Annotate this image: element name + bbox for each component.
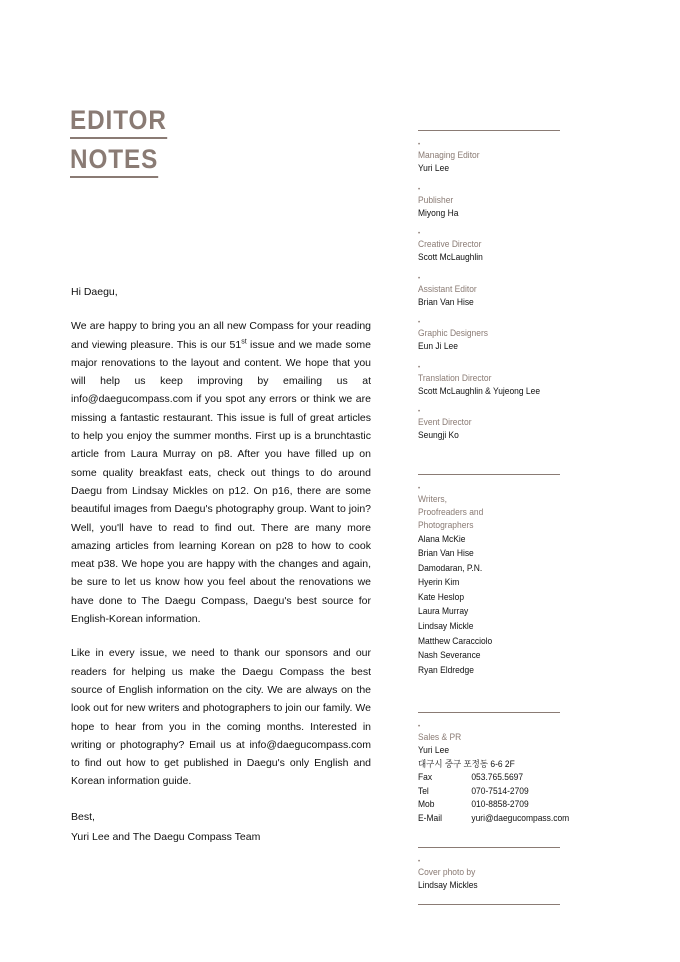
contributors-role-line-1: Writers,	[418, 493, 447, 504]
contributor-name: Brian Van Hise	[418, 548, 474, 559]
staff-role: Publisher	[418, 194, 454, 205]
contact-value: 070-7514-2709	[471, 785, 529, 796]
staff-entry	[418, 275, 593, 310]
contributor-name: Nash Severance	[418, 650, 481, 661]
contributors-block	[418, 485, 593, 678]
contact-row-tel	[418, 785, 579, 799]
ordinal-suffix: st	[241, 338, 247, 346]
bullet-icon: •	[418, 275, 421, 282]
bullet-icon: •	[418, 724, 421, 731]
contact-label: E-Mail	[418, 812, 442, 823]
bullet-icon: •	[418, 409, 421, 415]
staff-name: Brian Van Hise	[418, 296, 474, 307]
contact-label: Mob	[418, 799, 435, 810]
staff-role: Translation Director	[418, 372, 492, 383]
bullet-icon: •	[418, 186, 421, 193]
contact-value: yuri@daegucompass.com	[471, 812, 570, 823]
staff-role: Assistant Editor	[418, 283, 477, 294]
staff-entry	[418, 141, 593, 176]
letter-paragraph-2: Like in every issue, we need to thank our sponsors and our readers for helping us make the Daegu Compass the best source of English information on the city. We are always on the look out for new writers and photographers to join our family. We hope to hear from you in the coming months. Interested in writing or photography? Email us at info@daegucompass.com to find out how to get published in Daegu's only English and Korean information guide.	[71, 647, 371, 788]
sales-name: Yuri Lee	[418, 745, 450, 756]
divider	[418, 474, 560, 475]
sales-role: Sales & PR	[418, 732, 462, 743]
bullet-icon: •	[418, 859, 421, 866]
editor-letter	[71, 283, 371, 847]
staff-name: Scott McLaughlin	[418, 252, 483, 262]
divider	[418, 130, 560, 131]
page-title-line2: NOTES	[70, 146, 158, 178]
bullet-icon: •	[418, 364, 421, 371]
staff-name: Seungji Ko	[418, 430, 459, 440]
contributor-name: Hyerin Kim	[418, 577, 460, 588]
cover-role: Cover photo by	[418, 867, 476, 878]
staff-role: Managing Editor	[418, 150, 480, 160]
contributor-name: Alana McKie	[418, 533, 466, 544]
staff-name: Scott McLaughlin & Yujeong Lee	[418, 385, 541, 396]
contributor-name: Kate Heslop	[418, 591, 465, 602]
contact-row-mob	[418, 798, 579, 812]
cover-name: Lindsay Mickles	[418, 880, 478, 891]
contributor-name: Matthew Caracciolo	[418, 635, 493, 646]
divider	[418, 904, 560, 905]
contact-row-fax	[418, 771, 579, 785]
staff-entry	[418, 319, 593, 354]
contact-label: Fax	[418, 772, 433, 783]
letter-paragraph-1	[71, 317, 371, 628]
contributors-role-line-2: Proofreaders and	[418, 506, 484, 517]
staff-name: Eun Ji Lee	[418, 341, 458, 351]
contact-row-email	[418, 812, 579, 826]
bullet-icon: •	[418, 142, 421, 148]
staff-entry	[418, 408, 593, 443]
letter-greeting: Hi Daegu,	[71, 286, 118, 298]
masthead	[418, 130, 593, 905]
letter-paragraph-1-part-a: We are happy to bring you an all new Compass for your reading and viewing pleasure. This is our 51	[71, 320, 371, 351]
contributor-name: Lindsay Mickle	[418, 621, 474, 632]
contributor-name: Laura Murray	[418, 606, 469, 617]
contributors-role-line-3: Photographers	[418, 519, 474, 530]
contact-value: 053.765.5697	[471, 772, 524, 783]
contact-label: Tel	[418, 785, 429, 796]
staff-role: Graphic Designers	[418, 328, 489, 338]
divider	[418, 847, 560, 848]
staff-entry	[418, 230, 593, 265]
page-title-line1: EDITOR	[70, 107, 167, 139]
contributor-name: Damodaran, P.N.	[418, 562, 483, 573]
staff-entry	[418, 186, 593, 221]
bullet-icon: •	[418, 231, 421, 237]
sales-block	[418, 723, 593, 825]
staff-role: Creative Director	[418, 239, 482, 249]
divider	[418, 712, 560, 713]
contributor-name: Ryan Eldredge	[418, 664, 474, 675]
staff-entry	[418, 364, 593, 399]
letter-signature: Yuri Lee and The Daegu Compass Team	[71, 830, 261, 843]
sales-address: 대구시 중구 포정동 6-6 2F	[418, 758, 515, 769]
letter-closing: Best,	[71, 810, 95, 823]
bullet-icon: •	[418, 320, 421, 326]
letter-paragraph-1-part-b: issue and we made some major renovations to the layout and content. We hope that you will help us keep improving by emailing us at info@daegucompass.com if you spot any errors or think we are missing a fantastic restaurant. This issue is full of great articles to help you enjoy the summer months. First up is a brunchtastic article from Laura Murray on p8. After you have filled up on some quality breakfast eats, check out things to do around Daegu from Lindsay Mickles on p12. On p16, there are some beautiful images from Daegu's photography group. Want to join? Well, you'll have to read to find out. There are many more amazing articles from learning Korean on p28 to how to cook meat p38. We hope you are happy with the changes and again, be sure to let us know how you feel about the renovations we have done to The Daegu Compass, Daegu's best source for English-Korean information.	[71, 338, 372, 626]
staff-name: Miyong Ha	[418, 207, 459, 218]
staff-role: Event Director	[418, 417, 472, 427]
cover-credit	[418, 858, 593, 893]
contact-value: 010-8858-2709	[471, 799, 529, 810]
bullet-icon: •	[418, 485, 421, 492]
staff-name: Yuri Lee	[418, 163, 450, 173]
